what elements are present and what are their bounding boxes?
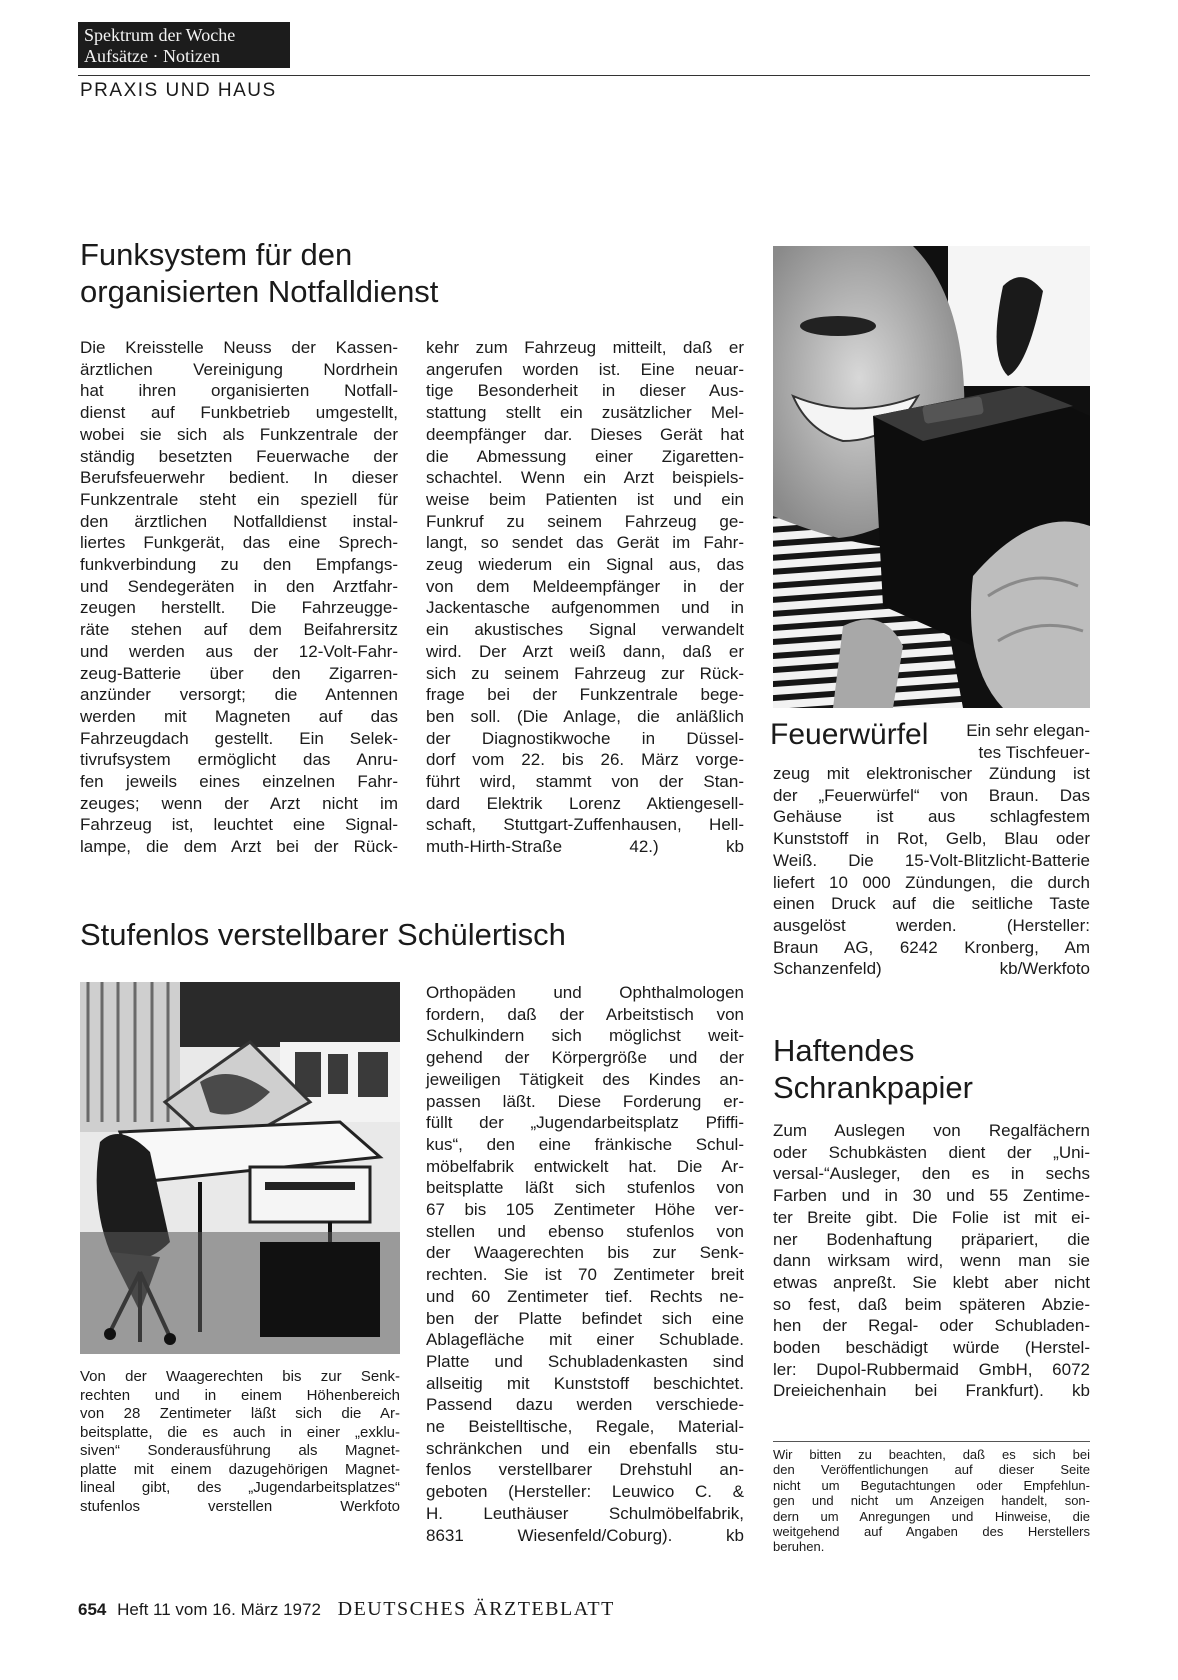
text-line: muth-Hirth-Straße 42.) kb [426,837,744,857]
text-line: Orthopäden und Ophthalmologen [426,983,744,1002]
text-line: weise beim Patienten ist und ein [426,489,744,509]
note-line: den Veröffentlichungen auf dieser Seite [773,1462,1090,1478]
text-line: Ein sehr elegan- [966,721,1090,740]
caption-line: siven“ Sonderausführung als Magnet- [80,1442,400,1459]
text-line: einen Druck auf die seitliche Taste [773,894,1090,914]
text-line: ausgelöst werden. (Hersteller: [773,915,1090,935]
text-line: Jackentasche aufgenommen und in [426,598,744,618]
schrankpapier-headline [773,1032,973,1106]
text-line: liefert 10 000 Zündungen, die durch [773,872,1090,892]
text-line: Zum Auslegen von Regalfächern [773,1121,1090,1140]
text-line: passen läßt. Diese Forderung er- [426,1091,744,1111]
text-line: 8631 Wiesenfeld/Coburg). kb [426,1525,744,1545]
text-line: rechten. Sie ist 70 Zentimeter breit [426,1265,744,1285]
caption-line: lineal gibt, des „Jugendarbeitsplatzes“ [80,1479,400,1496]
schuelertisch-headline: Stufenlos verstellbarer Schülertisch [80,917,566,952]
funksystem-column-2 [426,337,744,858]
text-line: langt, so sendet das Gerät im Fahr- [426,533,744,553]
text-line: beitsplatte läßt sich stufenlos von [426,1178,744,1198]
text-line: schränkchen und ein ebenfalls stu- [426,1438,744,1458]
text-line: hat ihren organisierten Notfall- [80,381,398,401]
schuelertisch-caption [80,1368,400,1516]
text-line: funkverbindung zu den Empfangs- [80,555,398,575]
text-line: jeweiligen Tätigkeit des Kindes an- [426,1069,744,1089]
header-rule [78,75,1090,76]
kicker-box [78,22,290,68]
text-line: boden beschädigt würde (Herstel- [773,1338,1090,1358]
text-line: Farben und in 30 und 55 Zentime- [773,1186,1090,1206]
text-line: Fahrzeug ist, leuchtet eine Signal- [80,815,398,835]
text-line: von dem Meldeempfänger in der [426,576,744,596]
caption-line: Von der Waagerechten bis zur Senk- [80,1368,400,1385]
text-line: der Waagerechten bis zur Senk- [426,1243,744,1263]
text-line: Fahrzeugdach gestellt. Ein Selek- [80,728,398,748]
text-line: möbelfabrik entwickelt hat. Die Ar- [426,1156,744,1176]
text-line: der Diagnostikwoche in Düssel- [426,728,744,748]
text-line: ben der Platte befindet sich eine [426,1308,744,1328]
text-line: tige Besonderheit in dieser Aus- [426,381,744,401]
text-line: lampe, die dem Arzt bei der Rück- [80,837,398,857]
note-rule [773,1441,1090,1442]
text-line: ärztlichen Vereinigung Nordrhein [80,359,398,379]
text-line: zeuges; wenn der Arzt nicht im [80,793,398,813]
text-line: Platte und Schubladenkasten sind [426,1351,744,1371]
text-line: sich zu seinem Fahrzeug zur Rück- [426,663,744,683]
text-line: ständig besetzten Feuerwache der [80,446,398,466]
note-line: dern um Anregungen und Hinweise, die [773,1508,1090,1524]
text-line: zeug mit elektronischer Zündung ist [773,764,1090,783]
text-line: fen jeweils eines einzelnen Fahr- [80,772,398,792]
text-line: etwas anpreßt. Sie klebt aber nicht [773,1272,1090,1292]
funksystem-headline [80,236,438,310]
note-line: nicht um Begutachtungen oder Empfehlun- [773,1477,1090,1493]
page-footer [78,1598,615,1621]
text-line: dorf vom 22. bis 26. März vorge- [426,750,744,770]
text-line: Funkruf zu seinem Fahrzeug ge- [426,511,744,531]
text-line: der „Feuerwürfel“ von Braun. Das [773,785,1090,805]
text-line: den ärztlichen Notfalldienst instal- [80,511,398,531]
feuerwuerfel-body [773,763,1090,980]
text-line: stattung stellt ein zusätzlicher Mel- [426,403,744,423]
text-line: deempfänger dar. Dieses Gerät hat [426,424,744,444]
text-line: Dreieichenhain bei Frankfurt). kb [773,1381,1090,1401]
text-line: Kunststoff in Rot, Gelb, Blau oder [773,829,1090,849]
text-line: liertes Funkgerät, das eine Sprech- [80,533,398,553]
text-line: zeug-Batterie über den Zigarren- [80,663,398,683]
text-line: Berufsfeuerwehr bedient. In dieser [80,468,398,488]
text-line: Die Kreisstelle Neuss der Kassen- [80,338,398,357]
text-line: versal-“Ausleger, den es in sechs [773,1164,1090,1184]
text-line: geboten (Hersteller: Leuwico C. & [426,1482,744,1502]
text-line: zeug wiederum ein Signal aus, das [426,555,744,575]
text-line: Passend dazu werden verschiede- [426,1395,744,1415]
note-line: weitgehend auf Angaben des Herstellers [773,1524,1090,1540]
text-line: anzünder versorgt; die Antennen [80,685,398,705]
text-line: die Abmessung einer Zigaretten- [426,446,744,466]
text-line: räte stehen auf dem Beifahrersitz [80,620,398,640]
text-line: dard Elektrik Lorenz Aktiengesell- [426,793,744,813]
note-line: gen und nicht um Anzeigen handelt, son- [773,1493,1090,1509]
text-line: gehend der Körpergröße und der [426,1048,744,1068]
text-line: Ablagefläche mit einer Schublade. [426,1330,744,1350]
text-line: ne Beistelltische, Regale, Material- [426,1417,744,1437]
feuerwuerfel-headline: Feuerwürfel [770,718,929,751]
text-line: so fest, daß beim späteren Abzie- [773,1294,1090,1314]
schuelertisch-column-2 [426,982,744,1546]
text-line: füllt der „Jugendarbeitsplatz Pfiffi- [426,1113,744,1133]
text-line: allseitig mit Kunststoff beschichtet. [426,1373,744,1393]
text-line: ein akustisches Signal verwandelt [426,620,744,640]
text-line: dann wirksam wird, wenn man sie [773,1251,1090,1271]
page-number: 654 [78,1600,107,1619]
text-line: führt wird, stammt von der Stan- [426,772,744,792]
text-line: kus“, den eine fränkische Schul- [426,1134,744,1154]
note-line: Wir bitten zu beachten, daß es sich bei [773,1447,1090,1462]
text-line: stellen und ebenso stufenlos von [426,1221,744,1241]
text-line: Braun AG, 6242 Kronberg, Am [773,937,1090,957]
kicker-line-1: Spektrum der Woche [84,25,236,45]
text-line: schachtel. Wenn ein Arzt beispiels- [426,468,744,488]
text-line: oder Schubkästen dient der „Uni- [773,1142,1090,1162]
text-line: wird. Der Arzt weiß dann, daß er [426,641,744,661]
disclaimer-note [773,1447,1090,1555]
text-line: Funkzentrale steht ein speziell für [80,489,398,509]
text-line: kehr zum Fahrzeug mitteilt, daß er [426,338,744,357]
text-line: zeugen herstellt. Die Fahrzeugge- [80,598,398,618]
text-line: hen der Regal- oder Schubladen- [773,1316,1090,1336]
text-line: H. Leuthäuser Schulmöbelfabrik, [426,1503,744,1523]
text-line: Weiß. Die 15-Volt-Blitzlicht-Batterie [773,850,1090,870]
text-line: und 60 Zentimeter tief. Rechts ne- [426,1286,744,1306]
schrankpapier-body [773,1120,1090,1402]
caption-line: platte mit einem dazugehörigen Magnet- [80,1460,400,1478]
text-line: werden mit Magneten auf das [80,706,398,726]
text-line: Schanzenfeld) kb/Werkfoto [773,959,1090,979]
text-line: fenlos verstellbarer Drehstuhl an- [426,1460,744,1480]
headline-line: Funksystem für den [80,237,353,272]
text-line: wobei sie sich als Funkzentrale der [80,424,398,444]
text-line: dienst auf Funkbetrieb umgestellt, [80,403,398,423]
funksystem-column-1 [80,337,398,858]
text-line: Schulkindern sich möglichst weit- [426,1026,744,1046]
text-line: frage bei der Funkzentrale bege- [426,685,744,705]
caption-line: rechten und in einem Höhenbereich [80,1386,400,1404]
schuelertisch-photo [80,982,400,1354]
caption-line: von 28 Zentimeter läßt sich die Ar- [80,1405,400,1422]
text-line: 67 bis 105 Zentimeter Höhe ver- [426,1200,744,1220]
section-title: PRAXIS UND HAUS [80,80,277,101]
text-line: schaft, Stuttgart-Zuffenhausen, Hell- [426,815,744,835]
feuerwuerfel-intro [950,720,1090,763]
magazine-name: DEUTSCHES ÄRZTEBLATT [337,1598,615,1620]
text-line: tes Tischfeuer- [978,742,1090,762]
text-line: ler: Dupol-Rubbermaid GmbH, 6072 [773,1359,1090,1379]
issue-info: Heft 11 vom 16. März 1972 [117,1600,321,1619]
headline-line: Haftendes [773,1033,915,1068]
text-line: ner Bodenhaftung präpariert, die [773,1229,1090,1249]
feuerwuerfel-photo [773,246,1090,708]
text-line: und werden aus der 12-Volt-Fahr- [80,641,398,661]
text-line: angerufen worden ist. Eine neuar- [426,359,744,379]
kicker-line-2: Aufsätze · Notizen [84,46,220,66]
text-line: fordern, daß der Arbeitstisch von [426,1004,744,1024]
headline-line: Schrankpapier [773,1070,973,1105]
note-line: beruhen. [773,1539,825,1555]
text-line: ben soll. (Die Anlage, die anläßlich [426,706,744,726]
caption-line: stufenlos verstellen Werkfoto [80,1497,400,1515]
text-line: und Sendegeräten in den Arztfahr- [80,576,398,596]
text-line: tivrufsystem ermöglicht das Anru- [80,750,398,770]
headline-line: organisierten Notfalldienst [80,274,439,309]
text-line: ter Breite gibt. Die Folie ist mit ei- [773,1207,1090,1227]
text-line: Gehäuse ist aus schlagfestem [773,807,1090,827]
caption-line: beitsplatte, die es auch in einer „exklu- [80,1423,400,1441]
